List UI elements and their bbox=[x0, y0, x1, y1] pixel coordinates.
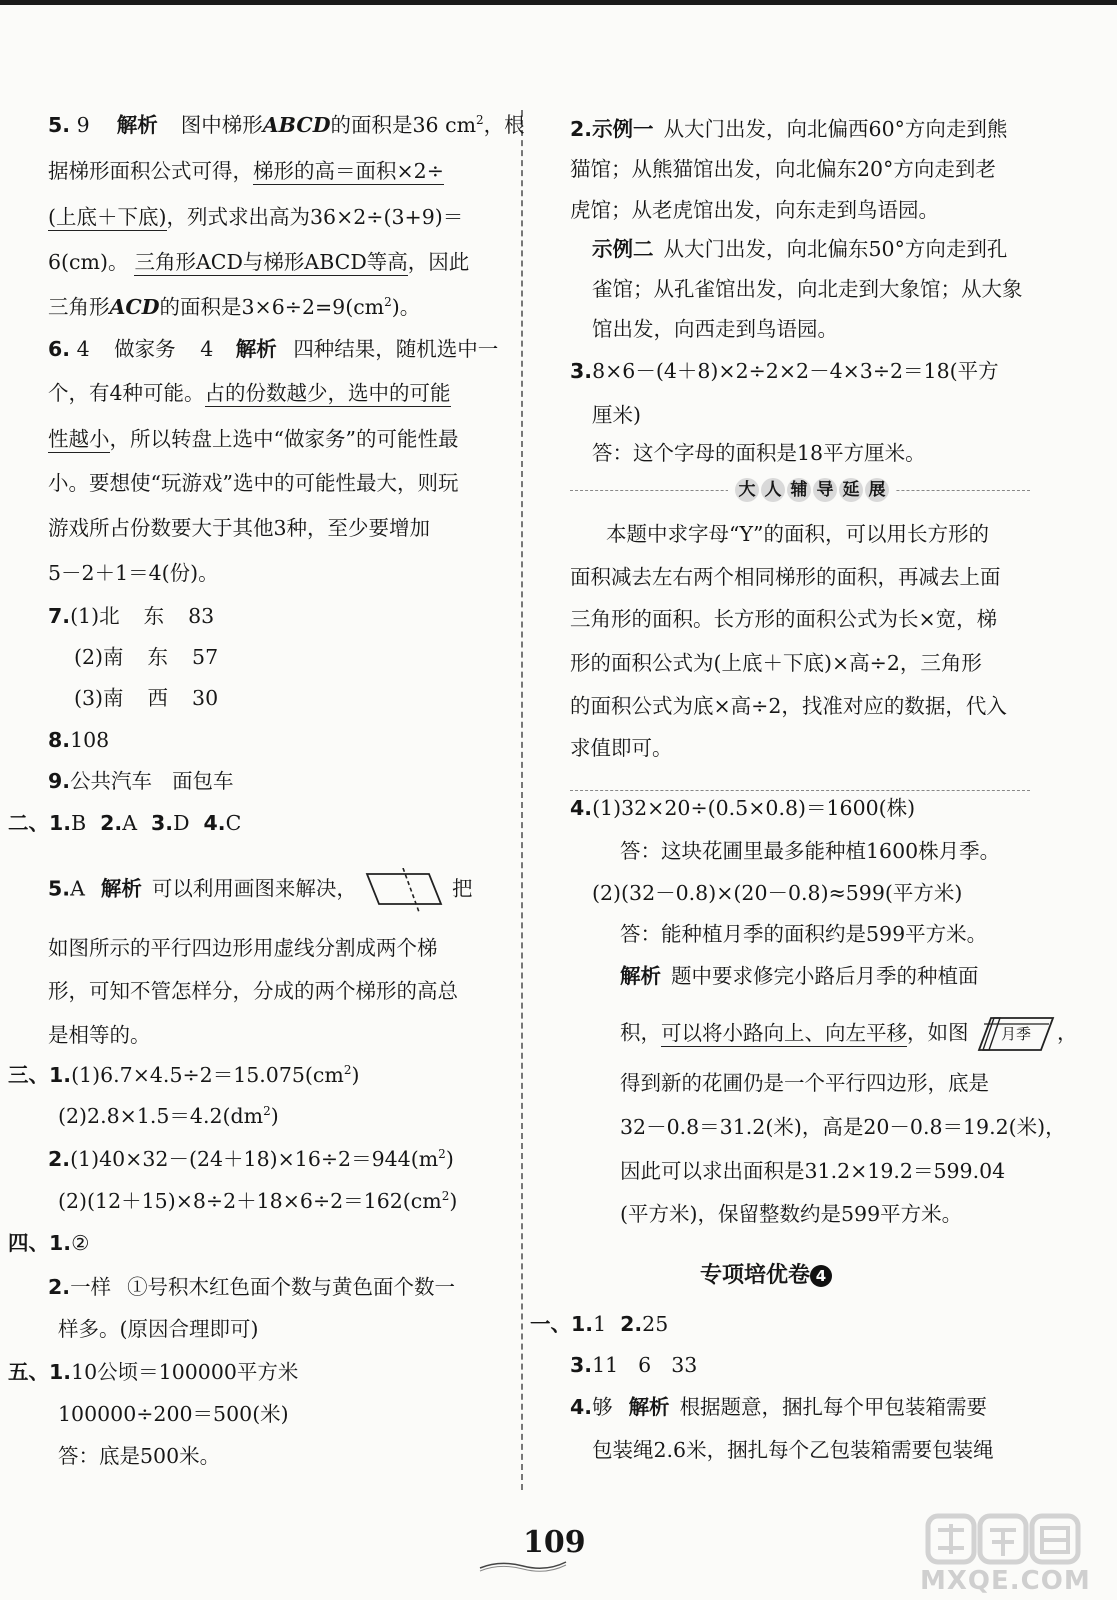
text: 题中要求修完小路后月季的种植面 bbox=[671, 964, 979, 988]
text: ，根 bbox=[483, 113, 525, 137]
banner-char: 导 bbox=[813, 478, 837, 502]
answer: 83 bbox=[188, 604, 215, 628]
r-q2-line2: 猫馆；从熊猫馆出发，向北偏东20°方向走到老 bbox=[570, 157, 996, 181]
r-q4-line1 bbox=[570, 795, 915, 821]
r-q2-line3: 虎馆；从老虎馆出发，向东走到鸟语园。 bbox=[570, 198, 939, 222]
q5-line3 bbox=[48, 204, 463, 230]
q9-line bbox=[48, 768, 234, 794]
example-tag: 示例二 bbox=[592, 237, 654, 261]
top-edge-bar bbox=[0, 0, 1117, 5]
answer: 1 bbox=[593, 1312, 607, 1336]
section-number-badge: 4 bbox=[810, 1265, 832, 1287]
section2-line1 bbox=[8, 810, 241, 836]
r-q4-line9: 因此可以求出面积是31.2×19.2＝599.04 bbox=[620, 1159, 1006, 1183]
section3-q2b bbox=[58, 1188, 457, 1214]
text: (2)(12＋15)×8÷2＋18×6÷2＝162(cm bbox=[58, 1189, 442, 1213]
superscript: 2 bbox=[438, 1147, 446, 1162]
text: 6(cm)。 bbox=[48, 250, 129, 274]
question-number: 4. bbox=[570, 1395, 593, 1419]
r-q4-line5 bbox=[620, 963, 979, 989]
q7-row3 bbox=[74, 685, 218, 711]
text: 从大门出发，向北偏东50°方向走到孔 bbox=[663, 237, 1008, 261]
example-tag: 示例一 bbox=[592, 117, 654, 141]
analysis-tag: 解析 bbox=[620, 964, 661, 988]
r-q4-line8: 32－0.8＝31.2(米)，高是20－0.8＝19.2(米)， bbox=[620, 1115, 1066, 1139]
section-title-text: 专项培优卷 bbox=[700, 1263, 811, 1288]
r-s1-line2 bbox=[570, 1352, 697, 1378]
question-number: 2. bbox=[48, 1275, 71, 1299]
answer: 9 bbox=[76, 113, 90, 137]
banner-char: 展 bbox=[865, 478, 889, 502]
r-q4-line4: 答：能种植月季的面积约是599平方米。 bbox=[620, 922, 988, 946]
question-number: 2. bbox=[48, 1147, 71, 1171]
text: ) bbox=[445, 1147, 454, 1171]
r-s1-line4: 包装绳2.6米，捆扎每个乙包装箱需要包装绳 bbox=[592, 1438, 994, 1462]
section-title bbox=[700, 1263, 832, 1289]
superscript: 2 bbox=[441, 1189, 450, 1204]
section3-q2a bbox=[48, 1146, 454, 1172]
italic-label: ACD bbox=[109, 295, 160, 319]
analysis-tag: 解析 bbox=[235, 337, 277, 361]
text: (1)40×32－(24＋18)×16÷2＝944(m bbox=[70, 1147, 439, 1171]
question-number: 3. bbox=[570, 1353, 593, 1377]
answer: 北 bbox=[99, 604, 120, 628]
answer: C bbox=[225, 811, 242, 835]
r-q4-line6 bbox=[620, 1014, 1078, 1054]
answer: 公共汽车 bbox=[70, 769, 153, 793]
section5-line2: 100000÷200＝500(米) bbox=[58, 1402, 289, 1426]
section-number: 一、 bbox=[530, 1312, 571, 1336]
answer: 南 bbox=[103, 686, 124, 710]
answer: A bbox=[70, 876, 85, 901]
italic-label: ABCD bbox=[262, 113, 331, 137]
question-number: 1. bbox=[49, 811, 72, 835]
text: 把 bbox=[451, 876, 473, 901]
ext-line3: 三角形的面积。长方形的面积公式为长×宽，梯 bbox=[570, 607, 998, 631]
banner-char: 延 bbox=[839, 478, 863, 502]
text: ， bbox=[1057, 1020, 1078, 1045]
r-s1-line3 bbox=[570, 1394, 987, 1420]
answer: D bbox=[173, 811, 190, 835]
ext-line5: 的面积公式为底×高÷2，找准对应的数据，代入 bbox=[570, 694, 1007, 718]
answer: 南 bbox=[103, 645, 124, 669]
underlined-text: (上底＋下底) bbox=[48, 205, 167, 229]
superscript: 2 bbox=[476, 113, 484, 128]
page-number: 109 bbox=[523, 1525, 586, 1560]
ext-line2: 面积减去左右两个相同梯形的面积，再减去上面 bbox=[570, 565, 1001, 589]
answer: ② bbox=[71, 1231, 90, 1255]
r-q3-line1 bbox=[570, 358, 999, 384]
guide-extension-banner bbox=[728, 478, 896, 502]
answer: 做家务 bbox=[114, 337, 176, 361]
text: ，如图 bbox=[907, 1020, 969, 1045]
answer: A bbox=[122, 811, 138, 835]
watermark-text: MXQE.COM bbox=[920, 1566, 1091, 1596]
text: (2)2.8×1.5＝4.2(dm bbox=[58, 1104, 264, 1128]
text: (1)6.7×4.5÷2＝15.075(cm bbox=[71, 1063, 344, 1087]
question-number: 2. bbox=[570, 117, 593, 141]
page-number-ornament bbox=[478, 1559, 568, 1573]
text: ) bbox=[351, 1063, 360, 1087]
analysis-tag: 解析 bbox=[100, 876, 142, 901]
text: 三角形 bbox=[48, 295, 110, 319]
question-number: 1. bbox=[49, 1231, 72, 1255]
text: ) bbox=[449, 1189, 458, 1213]
parallelogram-figure bbox=[363, 868, 445, 912]
q7-row1 bbox=[48, 603, 214, 629]
text: ) bbox=[270, 1104, 279, 1128]
analysis-tag: 解析 bbox=[116, 113, 158, 137]
answer: 面包车 bbox=[172, 769, 234, 793]
q6-line1 bbox=[48, 336, 498, 362]
q8-line bbox=[48, 727, 109, 753]
text: (1)32×20÷(0.5×0.8)＝1600(株) bbox=[592, 796, 916, 820]
text: (3) bbox=[74, 686, 104, 710]
section2-q5-line4: 是相等的。 bbox=[48, 1023, 151, 1047]
question-number: 4. bbox=[570, 796, 593, 820]
figure-label: 月季 bbox=[1001, 1025, 1032, 1043]
text: 8×6－(4＋8)×2÷2×2－4×3÷2＝18(平方 bbox=[592, 359, 999, 383]
question-number: 6. bbox=[48, 337, 71, 361]
section4-q1 bbox=[8, 1230, 89, 1256]
section5-line1 bbox=[8, 1359, 298, 1385]
watermark-logo bbox=[920, 1510, 1090, 1570]
answer: 6 bbox=[638, 1353, 652, 1377]
question-number: 9. bbox=[48, 769, 71, 793]
text: (2) bbox=[74, 645, 104, 669]
answer: 一样 bbox=[70, 1275, 112, 1299]
section2-q5-line3: 形，可知不管怎样分，分成的两个梯形的高总 bbox=[48, 979, 458, 1003]
question-number: 1. bbox=[49, 1063, 72, 1087]
banner-char: 人 bbox=[761, 478, 785, 502]
answer: 108 bbox=[70, 728, 110, 752]
question-number: 8. bbox=[48, 728, 71, 752]
question-number: 7. bbox=[48, 604, 71, 628]
q6-line3 bbox=[48, 426, 458, 452]
q5-line2 bbox=[48, 158, 444, 184]
q5-line5 bbox=[48, 294, 420, 320]
text: 的面积是3×6÷2=9(cm bbox=[159, 295, 385, 319]
answer: 57 bbox=[192, 645, 219, 669]
section-number: 四、 bbox=[8, 1231, 49, 1255]
banner-char: 大 bbox=[735, 478, 759, 502]
r-q2-line4 bbox=[592, 236, 1007, 262]
answer: 4 bbox=[200, 337, 214, 361]
question-number: 4. bbox=[203, 811, 226, 835]
answer: B bbox=[71, 811, 87, 835]
text: 四种结果，随机选中一 bbox=[293, 337, 499, 361]
answer: 11 bbox=[592, 1353, 619, 1377]
flower-bed-figure bbox=[975, 1014, 1057, 1054]
question-number: 2. bbox=[100, 811, 123, 835]
answer: 30 bbox=[192, 686, 219, 710]
answer: 西 bbox=[147, 686, 169, 710]
question-number: 1. bbox=[49, 1360, 72, 1384]
question-number: 5. bbox=[48, 113, 71, 137]
section2-q5-line1 bbox=[48, 868, 472, 912]
q7-row2 bbox=[74, 644, 218, 670]
text: 可以利用画图来解决， bbox=[151, 876, 357, 901]
ext-line6: 求值即可。 bbox=[570, 736, 673, 760]
r-q3-line2: 厘米) bbox=[592, 403, 641, 427]
section3-q1b bbox=[58, 1103, 279, 1129]
section2-q5-line2: 如图所示的平行四边形用虚线分割成两个梯 bbox=[48, 936, 438, 960]
q5-line4 bbox=[48, 249, 469, 275]
text: 个，有4种可能。 bbox=[48, 381, 205, 405]
r-q2-line6: 馆出发，向西走到鸟语园。 bbox=[592, 317, 838, 341]
q6-line5: 游戏所占份数要大于其他3种，至少要增加 bbox=[48, 516, 431, 540]
question-number: 3. bbox=[570, 359, 593, 383]
underlined-text: 梯形的高＝面积×2÷ bbox=[253, 159, 444, 183]
section3-q1a bbox=[8, 1062, 360, 1088]
underlined-text: 可以将小路向上、向左平移 bbox=[661, 1020, 907, 1045]
question-number: 3. bbox=[151, 811, 174, 835]
superscript: 2 bbox=[263, 1104, 271, 1119]
text: 根据题意，捆扎每个甲包装箱需要 bbox=[679, 1395, 988, 1419]
q5-line1 bbox=[48, 112, 525, 138]
text: (1) bbox=[70, 604, 100, 628]
section-number: 五、 bbox=[8, 1360, 49, 1384]
text: 据梯形面积公式可得， bbox=[48, 159, 253, 183]
text: ，列式求出高为36×2÷(3+9)＝ bbox=[166, 205, 464, 229]
superscript: 2 bbox=[343, 1063, 352, 1078]
text: ，因此 bbox=[407, 250, 470, 274]
r-q4-line2: 答：这块花圃里最多能种植1600株月季。 bbox=[620, 839, 1001, 863]
underlined-text: 占的份数越少，选中的可能 bbox=[204, 381, 451, 405]
q6-line2 bbox=[48, 380, 451, 406]
underlined-text: 性越小 bbox=[48, 427, 110, 451]
r-q4-line10: (平方米)，保留整数约是599平方米。 bbox=[620, 1202, 963, 1226]
section4-q2-line2: 样多。(原因合理即可) bbox=[58, 1317, 259, 1341]
r-q4-line7: 得到新的花圃仍是一个平行四边形，底是 bbox=[620, 1071, 989, 1095]
analysis-tag: 解析 bbox=[628, 1395, 670, 1419]
column-divider bbox=[521, 110, 523, 1490]
answer: 25 bbox=[642, 1312, 669, 1336]
text: ，所以转盘上选中“做家务”的可能性最 bbox=[109, 427, 459, 451]
section5-line3: 答：底是500米。 bbox=[58, 1444, 221, 1468]
r-q2-line5: 雀馆；从孔雀馆出发，向北走到大象馆；从大象 bbox=[592, 277, 1023, 301]
section-number: 三、 bbox=[8, 1063, 49, 1087]
r-q2-line1 bbox=[570, 116, 1007, 142]
r-q3-line3: 答：这个字母的面积是18平方厘米。 bbox=[592, 441, 926, 465]
text: 的面积是36 cm bbox=[330, 113, 477, 137]
text: 积， bbox=[620, 1020, 661, 1045]
text: 10公顷＝100000平方米 bbox=[71, 1360, 299, 1384]
section-number: 二、 bbox=[8, 811, 49, 835]
answer: 够 bbox=[592, 1395, 613, 1419]
answer: 4 bbox=[76, 337, 90, 361]
ext-line1: 本题中求字母“Y”的面积，可以用长方形的 bbox=[606, 522, 989, 546]
text: ①号积木红色面个数与黄色面个数一 bbox=[127, 1275, 456, 1299]
r-q4-line3: (2)(32－0.8)×(20－0.8)≈599(平方米) bbox=[592, 881, 963, 905]
q6-line6: 5－2＋1＝4(份)。 bbox=[48, 561, 219, 585]
text: 从大门出发，向北偏西60°方向走到熊 bbox=[663, 117, 1008, 141]
section4-q2-line1 bbox=[48, 1274, 455, 1300]
answer: 东 bbox=[143, 604, 165, 628]
text: 图中梯形 bbox=[180, 113, 263, 137]
answer: 东 bbox=[147, 645, 169, 669]
text: )。 bbox=[391, 295, 421, 319]
q6-line4: 小。要想使“玩游戏”选中的可能性最大，则玩 bbox=[48, 471, 459, 495]
r-s1-line1 bbox=[530, 1311, 668, 1337]
underlined-text: 三角形ACD与梯形ABCD等高 bbox=[134, 250, 408, 274]
superscript: 2 bbox=[384, 295, 392, 310]
answer: 33 bbox=[671, 1353, 698, 1377]
banner-char: 辅 bbox=[787, 478, 811, 502]
question-number: 5. bbox=[48, 876, 71, 901]
question-number: 1. bbox=[571, 1312, 594, 1336]
ext-bottom-dashed-line bbox=[570, 790, 1030, 791]
ext-line4: 形的面积公式为(上底＋下底)×高÷2，三角形 bbox=[570, 651, 982, 675]
question-number: 2. bbox=[620, 1312, 643, 1336]
